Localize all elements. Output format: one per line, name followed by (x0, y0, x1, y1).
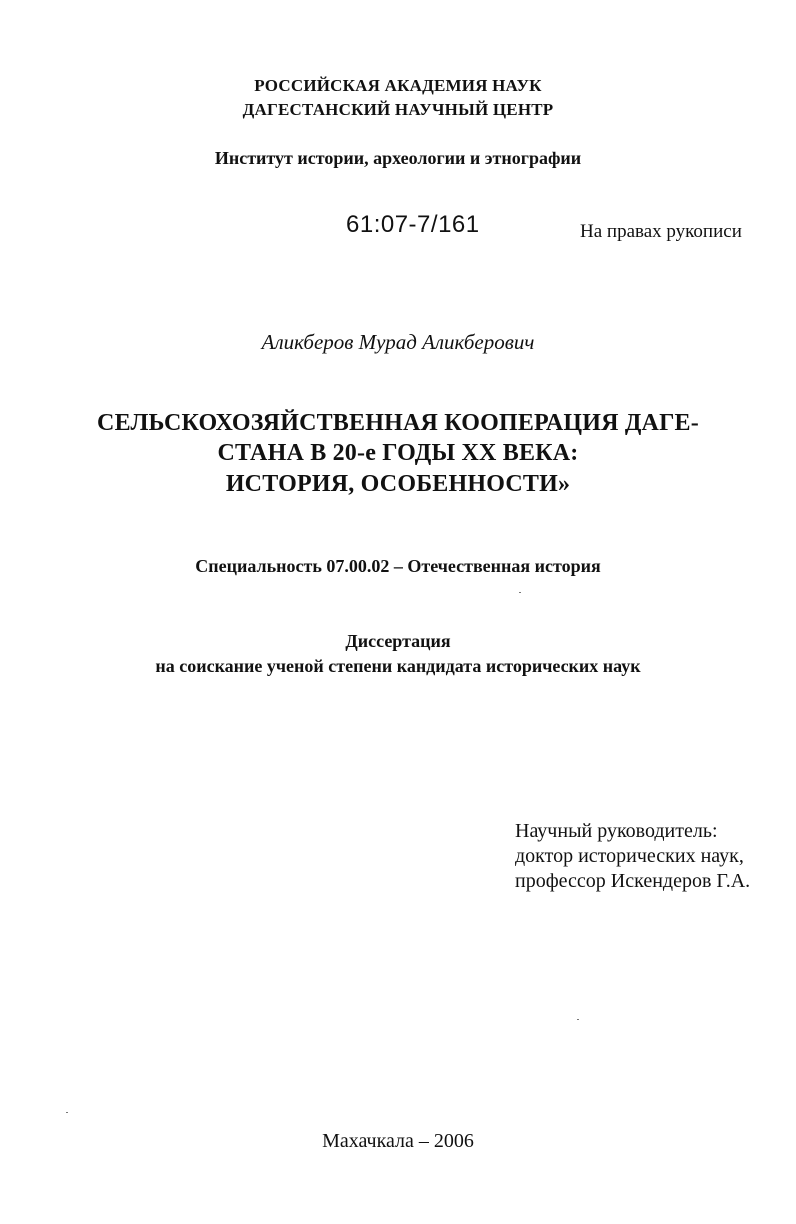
dissertation-purpose: на соискание ученой степени кандидата исторических наук (155, 656, 641, 676)
org-line-2: ДАГЕСТАНСКИЙ НАУЧНЫЙ ЦЕНТР (242, 100, 554, 119)
org-line-1: РОССИЙСКАЯ АКАДЕМИЯ НАУК (254, 76, 542, 95)
advisor-line-2: доктор исторических наук, (515, 845, 744, 867)
scan-speck (577, 1019, 579, 1020)
rights-note: На правах рукописи (580, 221, 742, 242)
institute-name: Институт истории, археологии и этнографии (214, 148, 582, 168)
scan-speck (519, 592, 521, 593)
title-line-2: СТАНА В 20-е ГОДЫ XX ВЕКА: (217, 440, 579, 466)
advisor-line-1: Научный руководитель: (515, 820, 718, 842)
author-name: Аликберов Мурад Аликберович (261, 330, 535, 354)
advisor-line-3: профессор Искендеров Г.А. (515, 870, 751, 892)
scan-speck (66, 1112, 68, 1113)
place-year: Махачкала – 2006 (322, 1130, 474, 1152)
dissertation-label: Диссертация (345, 631, 451, 651)
title-line-3: ИСТОРИЯ, ОСОБЕННОСТИ» (225, 471, 571, 497)
registry-code: 61:07-7/161 (346, 211, 480, 238)
specialty: Специальность 07.00.02 – Отечественная история (195, 556, 601, 576)
title-line-1: СЕЛЬСКОХОЗЯЙСТВЕННАЯ КООПЕРАЦИЯ ДАГЕ- (97, 410, 699, 436)
